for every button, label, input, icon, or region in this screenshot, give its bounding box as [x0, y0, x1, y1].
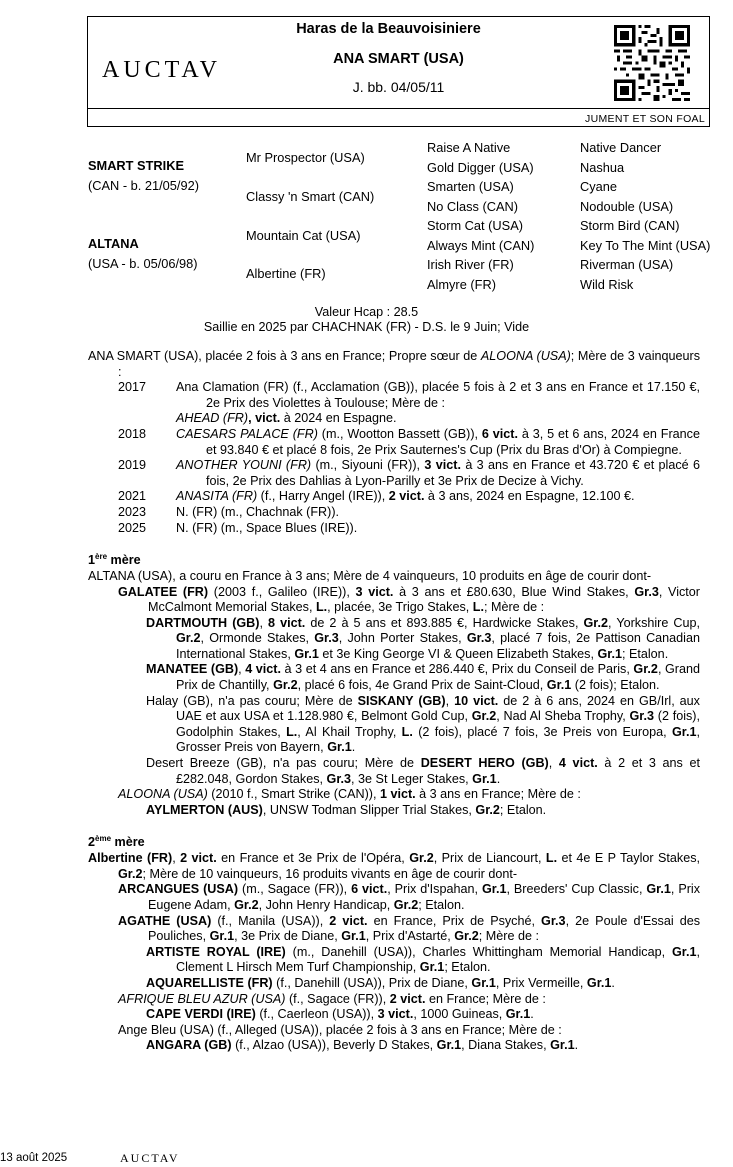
pedigree-gen4: Nashua — [580, 160, 625, 175]
text-run: ARTISTE ROYAL (IRE) — [146, 944, 286, 959]
text-run: , Prix Vermeille, — [495, 975, 587, 990]
text-run: Gr.1 — [546, 678, 572, 693]
pedigree-gen3: Storm Cat (USA) — [427, 218, 523, 233]
pedigree-gen4: Riverman (USA) — [580, 257, 674, 272]
text-run: DESERT HERO (GB) — [420, 756, 549, 771]
text-run: (f., Danehill (USA)), Prix de Diane, — [272, 975, 472, 990]
text-run: , Breeders' Cup Classic, — [506, 882, 647, 897]
covering-info: Saillie en 2025 par CHACHNAK (FR) - D.S. le 9 Juin; Vide — [203, 320, 530, 334]
produce-entry — [88, 914, 700, 945]
produce-entry — [88, 662, 700, 693]
text-run: , Prix d'Ispahan, — [387, 882, 482, 897]
text-run: Albertine (FR) — [88, 851, 173, 866]
text-run: . — [530, 1007, 534, 1022]
text-run: , Victor McCalmont Memorial Stakes, — [148, 584, 700, 615]
text-run: Gr.1 — [586, 975, 612, 990]
pedigree-gen4: Wild Risk — [580, 277, 634, 292]
text-run: , 2e Poule d'Essai des Pouliches, — [148, 913, 700, 944]
text-run: (2 fois), Godolphin Stakes, — [176, 709, 700, 739]
text-run: ; Mère de : — [483, 600, 545, 615]
text-run: , — [548, 756, 559, 771]
text-run: 1 vict. — [379, 787, 416, 802]
pedigree-gen2: Mountain Cat (USA) — [246, 228, 361, 243]
pedigree-gen3: No Class (CAN) — [427, 199, 519, 214]
category-label: JUMENT ET SON FOAL — [585, 113, 705, 125]
second-dam-intro — [88, 851, 700, 882]
text-run: Gr.2 — [176, 631, 201, 646]
pedigree-gen3: Gold Digger (USA) — [427, 160, 534, 175]
text-run: (m., Danehill (USA)), Charles Whittingham Memorial Handicap, — [285, 944, 672, 959]
text-run: AQUARELLISTE (FR) — [146, 975, 273, 990]
produce-entry — [88, 756, 700, 787]
text-run: (2003 f., Galileo (IRE)), — [208, 584, 356, 599]
text-run: (f., Caerleon (USA)), — [255, 1007, 378, 1022]
pedigree-gen4: Key To The Mint (USA) — [580, 238, 711, 253]
text-run: ALOONA (USA) — [118, 787, 208, 802]
produce-row: 2017 Ana Clamation (FR) (f., Acclamation (GB)), placée 5 fois à 2 et 3 ans en France et 17.150 €, 2e Prix des Violettes à Toulouse; Mère de : AHEAD (FR), vict. à 2024 en Espagne. — [118, 380, 700, 426]
text-run: , John Henry Handicap, — [258, 897, 394, 912]
text-run: et 3e King George VI & Queen Elizabeth Stakes, — [318, 646, 598, 661]
text-run: 3 vict. — [355, 584, 394, 599]
text-run: en France; Mère de : — [425, 991, 546, 1006]
text-run: ; Mère de 10 vainqueurs, 16 produits vivants en âge de courir dont- — [142, 866, 518, 881]
dam-name: ALTANA — [88, 236, 139, 251]
text-run: ; Mère de : — [478, 929, 539, 944]
text-run: 4 vict. — [245, 662, 281, 677]
handicap-value: Valeur Hcap : 28.5 — [314, 305, 419, 319]
text-run: en France, Prix de Psyché, — [367, 913, 542, 928]
produce-entry — [88, 882, 700, 913]
text-run: , 1000 Guineas, — [413, 1007, 506, 1022]
text-run: Gr.1 — [341, 929, 366, 944]
text-run: , John Porter Stakes, — [338, 631, 467, 646]
pedigree-gen4: Native Dancer — [580, 140, 662, 155]
text-run: 2 vict. — [389, 991, 426, 1006]
text-run: Gr.1 — [327, 740, 352, 755]
pedigree-gen4: Cyane — [580, 179, 617, 194]
text-run: Gr.2 — [118, 866, 143, 881]
text-run: (2 fois); Etalon. — [571, 678, 660, 693]
produce-entry — [88, 945, 700, 976]
text-run: à 3 ans en France; Mère de : — [415, 787, 581, 802]
text-run: AYLMERTON (AUS) — [146, 802, 263, 817]
second-dam-heading: 2ème mère — [88, 834, 145, 850]
pedigree-gen3: Almyre (FR) — [427, 277, 496, 292]
text-run: Gr.1 — [294, 646, 319, 661]
text-run: ANGARA (GB) — [146, 1038, 232, 1053]
text-run: , Clement L Hirsch Mem Turf Championship, — [176, 944, 700, 975]
text-run: 2 vict. — [180, 851, 217, 866]
text-run: Gr.2 — [393, 897, 419, 912]
text-run: Gr.2 — [273, 678, 298, 693]
text-run: Gr.1 — [472, 771, 497, 786]
text-run: AGATHE (USA) — [118, 913, 212, 928]
text-run: MANATEE (GB) — [146, 662, 239, 677]
dam-info: (USA - b. 05/06/98) — [88, 256, 198, 271]
text-run: Gr.3 — [629, 709, 655, 724]
text-run: , Yorkshire Cup, — [608, 615, 701, 630]
produce-entry — [88, 803, 700, 819]
text-run: (f., Alzao (USA)), Beverly D Stakes, — [231, 1038, 437, 1053]
produce-row: 2025 N. (FR) (m., Space Blues (IRE)). — [118, 520, 358, 535]
text-run: ; Etalon. — [621, 646, 669, 661]
text-run: GALATEE (FR) — [118, 584, 209, 599]
text-run: , Prix de Liancourt, — [433, 851, 546, 866]
text-run: , placé 6 fois, 4e Grand Prix de Saint-Cloud, — [297, 678, 547, 693]
produce-entry — [88, 694, 700, 756]
text-run: , UNSW Todman Slipper Trial Stakes, — [262, 802, 476, 817]
text-run: , placée, 3e Trigo Stakes, — [327, 600, 473, 615]
text-run: Gr.2 — [409, 851, 434, 866]
text-run: ; Etalon. — [444, 960, 491, 975]
produce-entry — [88, 976, 700, 992]
text-run: , Prix d'Astarté, — [365, 929, 455, 944]
text-run: ARCANGUES (USA) — [118, 882, 239, 897]
text-run: , Prix Eugene Adam, — [148, 882, 701, 912]
sire-info: (CAN - b. 21/05/92) — [88, 178, 199, 193]
text-run: , Ormonde Stakes, — [200, 631, 315, 646]
text-run: Gr.1 — [481, 882, 507, 897]
pedigree-gen3: Irish River (FR) — [427, 257, 514, 272]
text-run: (m., Sagace (FR)), — [238, 882, 352, 897]
text-run: en France et 3e Prix de l'Opéra, — [216, 851, 410, 866]
produce-row: 2023 N. (FR) (m., Chachnak (FR)). — [118, 504, 340, 519]
text-run: (f., Manila (USA)), — [211, 913, 330, 928]
text-run: Gr.1 — [471, 975, 496, 990]
text-run: Gr.1 — [671, 724, 697, 739]
text-run: , Grosser Preis von Bayern, — [176, 724, 700, 755]
text-run: Gr.2 — [471, 709, 497, 724]
text-run: 3 vict. — [377, 1007, 414, 1022]
header-box — [87, 16, 710, 127]
first-dam-heading: 1ère mère — [88, 552, 141, 568]
text-run: (f., Sagace (FR)), — [285, 991, 390, 1006]
text-run: 2 vict. — [329, 913, 368, 928]
pedigree-gen3: Smarten (USA) — [427, 179, 514, 194]
text-run: de 2 à 5 ans et 893.885 €, Hardwicke Stakes, — [305, 615, 584, 630]
text-run: . — [574, 1038, 579, 1053]
pedigree-gen4: Nodouble (USA) — [580, 199, 674, 214]
produce-entry — [88, 1007, 700, 1023]
text-run: 8 vict. — [268, 615, 306, 630]
text-run: , — [259, 615, 269, 630]
produce-row: 2018 CAESARS PALACE (FR) (m., Wootton Bassett (GB)), 6 vict. à 3, 5 et 6 ans, 2024 en France et 93.840 € et placé 8 fois, 2e Prix Sauternes's Cup (Prix du Bras d'Or) à Compiegne. — [118, 426, 700, 457]
stud-name: Haras de la Beauvoisiniere — [296, 21, 481, 37]
text-run: Gr.2 — [583, 615, 609, 630]
pedigree-table — [88, 140, 733, 300]
text-run: , Diana Stakes, — [461, 1038, 551, 1053]
text-run: 6 vict. — [351, 882, 388, 897]
text-run: ; Etalon. — [499, 802, 547, 817]
text-run: Gr.1 — [209, 929, 235, 944]
produce-row: 2021 ANASITA (FR) (f., Harry Angel (IRE)), 2 vict. à 3 ans, 2024 en Espagne, 12.100 €. — [118, 489, 635, 504]
text-run: CAPE VERDI (IRE) — [146, 1007, 256, 1022]
text-run: , Grand Prix de Chantilly, — [176, 662, 700, 693]
pedigree-gen3: Always Mint (CAN) — [427, 238, 535, 253]
header-divider — [88, 108, 709, 109]
text-run: , Al Khail Trophy, — [297, 724, 402, 739]
text-run: , 3e Prix de Diane, — [234, 929, 342, 944]
text-run: Gr.3 — [541, 913, 566, 928]
text-run: AFRIQUE BLEU AZUR (USA) — [118, 991, 286, 1006]
text-run: L. — [472, 600, 484, 615]
text-run: Halay (GB), n'a pas couru; Mère de — [146, 693, 358, 708]
pedigree-gen2: Mr Prospector (USA) — [246, 150, 365, 165]
text-run: Gr.1 — [419, 960, 445, 975]
produce-row: 2019 ANOTHER YOUNI (FR) (m., Siyouni (FR)), 3 vict. à 3 ans en France et 43.720 € et placé 6 fois, 2e Prix des Dahlias à Lyon-Parilly et 3e Prix de Decize à Vichy. — [118, 458, 701, 488]
text-run: à 2 et 3 ans et £282.048, Gordon Stakes, — [176, 756, 700, 786]
text-run: L. — [315, 600, 328, 615]
produce-entry — [88, 1038, 700, 1054]
text-run: . — [496, 771, 501, 786]
text-run: (2 fois), placé 7 fois, 3e Preis von Europa, — [412, 724, 672, 739]
text-run: , Nad Al Sheba Trophy, — [496, 709, 630, 724]
produce-entry — [88, 787, 700, 803]
text-run: Gr.1 — [436, 1038, 462, 1053]
dam-intro: ANA SMART (USA), placée 2 fois à 3 ans en France; Propre sœur de ALOONA (USA); Mère de 3 vainqueurs : — [88, 349, 700, 379]
text-run: Gr.2 — [475, 802, 500, 817]
text-run: DARTMOUTH (GB) — [146, 615, 260, 630]
text-run: à 3 ans et £80.630, Blue Wind Stakes, — [393, 584, 635, 599]
text-run: L. — [286, 724, 298, 739]
auctav-logo: AUCTAV — [102, 57, 221, 83]
pedigree-gen4: Storm Bird (CAN) — [580, 218, 680, 233]
pedigree-gen3: Raise A Native — [427, 140, 511, 155]
text-run: Gr.2 — [454, 929, 479, 944]
text-run: Gr.1 — [550, 1038, 575, 1053]
text-run: 4 vict. — [558, 756, 598, 771]
text-run: L. — [545, 851, 558, 866]
text-run: Gr.3 — [634, 584, 659, 599]
text-run: , placé 7 fois, 2e Pattison Canadian International Stakes, — [176, 631, 700, 661]
text-run: de 2 à 6 ans, 2024 en GB/Irl, aux UAE et aux USA et 1.128.980 €, Belmont Gold Cup, — [176, 693, 700, 724]
produce-entry — [88, 616, 700, 663]
text-run: Gr.3 — [314, 631, 339, 646]
text-run: Gr.2 — [633, 662, 658, 677]
catalogue-body — [88, 349, 700, 1054]
text-run: , — [238, 662, 246, 677]
text-run: Gr.1 — [505, 1007, 531, 1022]
horse-name: ANA SMART (USA) — [333, 51, 464, 67]
text-run: ; Etalon. — [418, 897, 465, 912]
text-run: Gr.2 — [234, 897, 259, 912]
produce-entry — [88, 992, 700, 1008]
produce-entry — [88, 585, 700, 616]
text-run: L. — [401, 724, 413, 739]
text-run: 10 vict. — [454, 693, 499, 708]
text-run: (2010 f., Smart Strike (CAN)), — [207, 787, 380, 802]
text-run: SISKANY (GB) — [357, 693, 446, 708]
sire-name: SMART STRIKE — [88, 158, 184, 173]
text-run: , — [445, 693, 455, 708]
text-run: Desert Breeze (GB), n'a pas couru; Mère de — [146, 756, 421, 771]
text-run: Gr.1 — [597, 646, 622, 661]
text-run: , 3e St Leger Stakes, — [351, 771, 473, 786]
produce-entry: Ange Bleu (USA) (f., Alleged (USA)), placée 2 fois à 3 ans en France; Mère de : — [118, 1022, 562, 1037]
text-run: Gr.3 — [466, 631, 492, 646]
text-run: . — [611, 975, 615, 990]
text-run: et 4e E P Taylor Stakes, — [557, 851, 701, 866]
text-run: à 3 et 4 ans en France et 286.440 €, Prix du Conseil de Paris, — [281, 662, 634, 677]
pedigree-gen2: Albertine (FR) — [246, 266, 326, 281]
text-run: Gr.3 — [326, 771, 352, 786]
text-run: . — [351, 740, 356, 755]
horse-details: J. bb. 04/05/11 — [352, 79, 445, 95]
footer-logo: AUCTAV — [120, 1151, 180, 1165]
qr-code-icon — [614, 25, 690, 101]
pedigree-gen2: Classy 'n Smart (CAN) — [246, 189, 375, 204]
first-dam-intro: ALTANA (USA), a couru en France à 3 ans; Mère de 4 vainqueurs, 10 produits en âge de courir dont- — [88, 568, 652, 583]
text-run: Gr.1 — [671, 944, 697, 959]
footer-date: 13 août 2025 — [0, 1152, 68, 1164]
text-run: , — [172, 851, 181, 866]
text-run: Gr.1 — [646, 882, 671, 897]
